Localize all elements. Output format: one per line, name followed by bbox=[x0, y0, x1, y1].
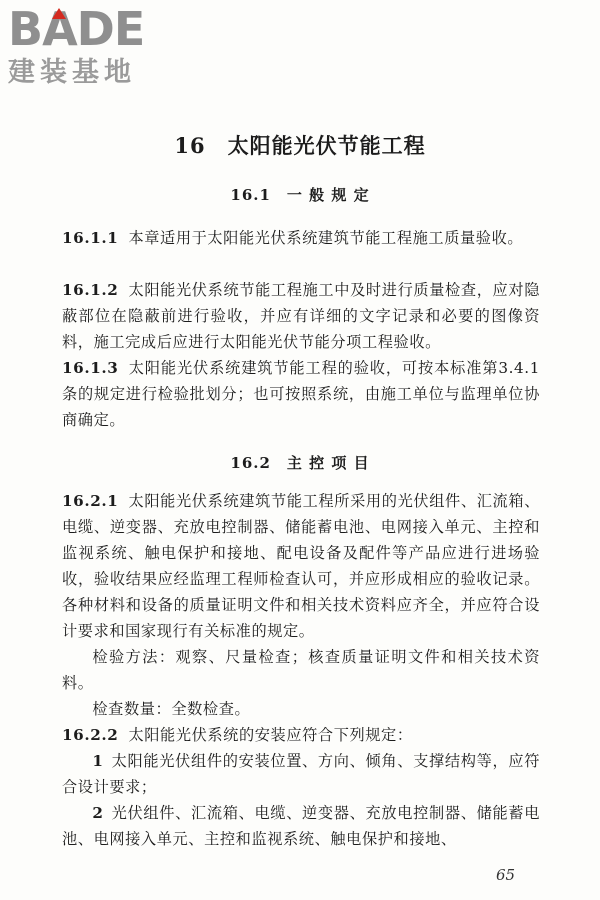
inspection-quantity: 检查数量：全数检查。 bbox=[92, 700, 251, 718]
section-title-main-control: 16.2 主 控 项 目 bbox=[230, 454, 370, 472]
list-item-2: 2 光伏组件、汇流箱、电缆、逆变器、充放电控制器、储能蓄电池、电网接入单元、主控和监视系统、触电保护和接地、 bbox=[62, 804, 540, 848]
list-item-1: 1 太阳能光伏组件的安装位置、方向、倾角、支撑结构等，应符合设计要求； bbox=[62, 752, 540, 796]
section-title-general: 16.1 一 般 规 定 bbox=[230, 186, 370, 204]
inspection-method: 检验方法：观察、尺量检查；核查质量证明文件和相关技术资料。 bbox=[62, 648, 540, 692]
logo-subtitle: 建装基地 bbox=[8, 57, 136, 88]
chapter-title: 16 太阳能光伏节能工程 bbox=[174, 133, 426, 158]
clause-16-2-2: 16.2.2 太阳能光伏系统的安装应符合下列规定： bbox=[62, 726, 413, 744]
clause-16-1-2: 16.1.2 太阳能光伏系统节能工程施工中及时进行质量检查，应对隐蔽部位在隐蔽前进行验收，并应有详细的文字记录和必要的图像资料，施工完成后应进行太阳能光伏节能分项工程验收。 bbox=[62, 281, 540, 351]
logo-wordmark: BADE bbox=[8, 2, 145, 56]
page-number: 65 bbox=[496, 866, 516, 884]
clause-16-1-1: 16.1.1 本章适用于太阳能光伏系统建筑节能工程施工质量验收。 bbox=[62, 229, 524, 247]
clause-16-2-1: 16.2.1 太阳能光伏系统建筑节能工程所采用的光伏组件、汇流箱、电缆、逆变器、充放电控制器、储能蓄电池、电网接入单元、主控和监视系统、触电保护和接地、配电设备及配件等产品应进行进场验收，验收结果应经监理工程师检查认可，并应形成相应的验收记录。各种材料和设备的质量证明文件和相关技术资料应齐全，并应符合设计要求和国家现行有关标准的规定。 bbox=[62, 492, 540, 640]
clause-16-1-3: 16.1.3 太阳能光伏系统建筑节能工程的验收，可按本标准第3.4.1条的规定进行检验批划分；也可按照系统，由施工单位与监理单位协商确定。 bbox=[62, 359, 540, 429]
bade-logo bbox=[8, 4, 183, 96]
